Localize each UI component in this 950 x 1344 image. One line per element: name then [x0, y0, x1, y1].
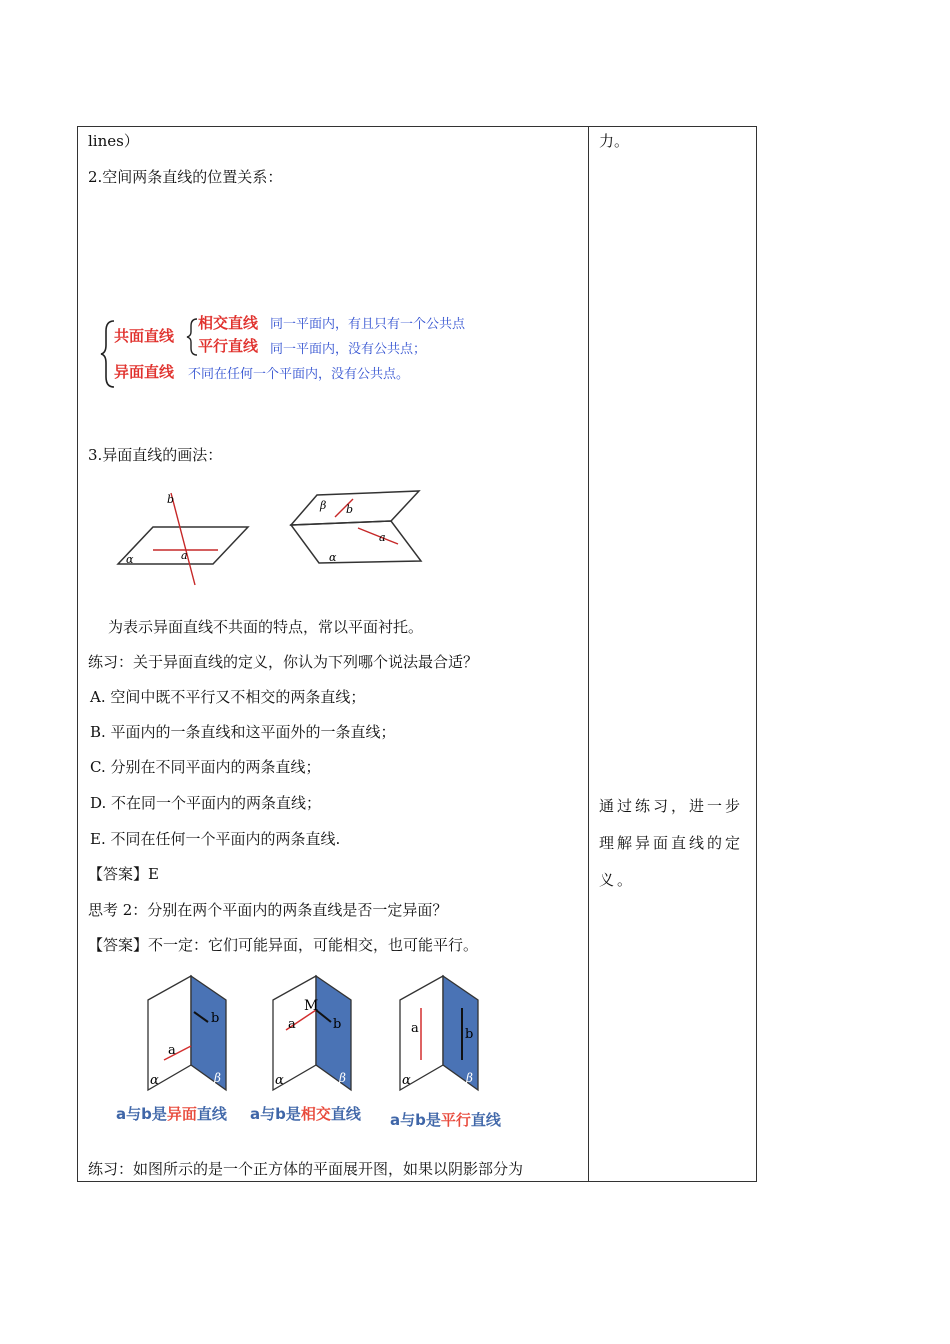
- lines-suffix: lines）: [88, 132, 139, 150]
- parallel-label: 平行直线: [198, 337, 259, 355]
- plane-alpha-right: [291, 521, 421, 563]
- heading-2: 2.空间两条直线的位置关系：: [88, 168, 283, 186]
- label-a-right: a: [379, 531, 386, 544]
- left-plane-figure: [118, 493, 248, 585]
- label-beta-1: β: [214, 1071, 221, 1085]
- right-plane-figure: [291, 491, 421, 564]
- note-text: 为表示异面直线不共面的特点，常以平面衬托。: [108, 618, 424, 636]
- option-a: A. 空间中既不平行又不相交的两条直线；: [90, 688, 366, 706]
- answer-1: 【答案】E: [88, 865, 159, 883]
- label-b-left: b: [167, 493, 175, 506]
- heading-3: 3.异面直线的画法：: [88, 446, 223, 464]
- label-b-right: b: [346, 503, 354, 516]
- skew-label: 异面直线: [114, 363, 175, 381]
- skew-config: [148, 976, 226, 1090]
- intersecting-config: [273, 976, 351, 1090]
- label-a-3: a: [411, 1021, 419, 1036]
- label-alpha-2: α: [275, 1073, 284, 1088]
- label-alpha-1: α: [150, 1073, 159, 1088]
- label-b-1: b: [211, 1011, 220, 1026]
- intersecting-label: 相交直线: [198, 314, 259, 332]
- intersecting-desc: 同一平面内，有且只有一个公共点: [270, 317, 466, 332]
- label-beta-right: β: [320, 499, 327, 512]
- label-beta-2: β: [339, 1071, 346, 1085]
- line-b-left: [171, 493, 195, 585]
- parallel-desc: 同一平面内，没有公共点；: [270, 342, 427, 357]
- caption-intersecting: a与b是相交直线: [250, 1105, 361, 1123]
- caption-skew: a与b是异面直线: [116, 1105, 227, 1123]
- think-2: 思考 2：分别在两个平面内的两条直线是否一定异面？: [88, 901, 448, 919]
- exercise-question: 练习：关于异面直线的定义，你认为下列哪个说法最合适？: [88, 653, 479, 671]
- parallel-config: [400, 976, 478, 1090]
- column-divider: [588, 127, 589, 1181]
- coplanar-label: 共面直线: [114, 327, 175, 345]
- label-a-2: a: [288, 1017, 296, 1032]
- label-beta-3: β: [466, 1071, 473, 1085]
- label-alpha-3: α: [402, 1073, 411, 1088]
- label-b-2: b: [333, 1017, 342, 1032]
- option-b: B. 平面内的一条直线和这平面外的一条直线；: [90, 723, 396, 741]
- plane-pairs-figure: [128, 970, 538, 1105]
- label-a-left: a: [181, 549, 188, 562]
- label-alpha-left: α: [126, 553, 134, 566]
- label-a-1: a: [168, 1043, 176, 1058]
- lesson-table: [77, 126, 757, 1182]
- classification-diagram: [100, 314, 540, 392]
- label-M: M: [304, 998, 319, 1014]
- answer-2: 【答案】不一定：它们可能异面，可能相交，也可能平行。: [88, 936, 479, 954]
- plane-beta-right: [291, 491, 419, 525]
- skew-lines-figure: [113, 487, 443, 592]
- label-alpha-right: α: [329, 551, 337, 564]
- skew-desc: 不同在任何一个平面内，没有公共点。: [188, 367, 410, 382]
- side-note: 通过练习，进一步理解异面直线的定义。: [599, 797, 744, 889]
- option-d: D. 不在同一个平面内的两条直线；: [90, 794, 322, 812]
- label-b-3: b: [465, 1027, 474, 1042]
- line-a-right: [358, 528, 398, 544]
- caption-parallel: a与b是平行直线: [390, 1111, 501, 1129]
- option-e: E. 不同在任何一个平面内的两条直线.: [90, 830, 341, 848]
- option-c: C. 分别在不同平面内的两条直线；: [90, 758, 321, 776]
- side-top-text: 力。: [599, 132, 630, 150]
- exercise-2: 练习：如图所示的是一个正方体的平面展开图，如果以阴影部分为: [88, 1160, 524, 1178]
